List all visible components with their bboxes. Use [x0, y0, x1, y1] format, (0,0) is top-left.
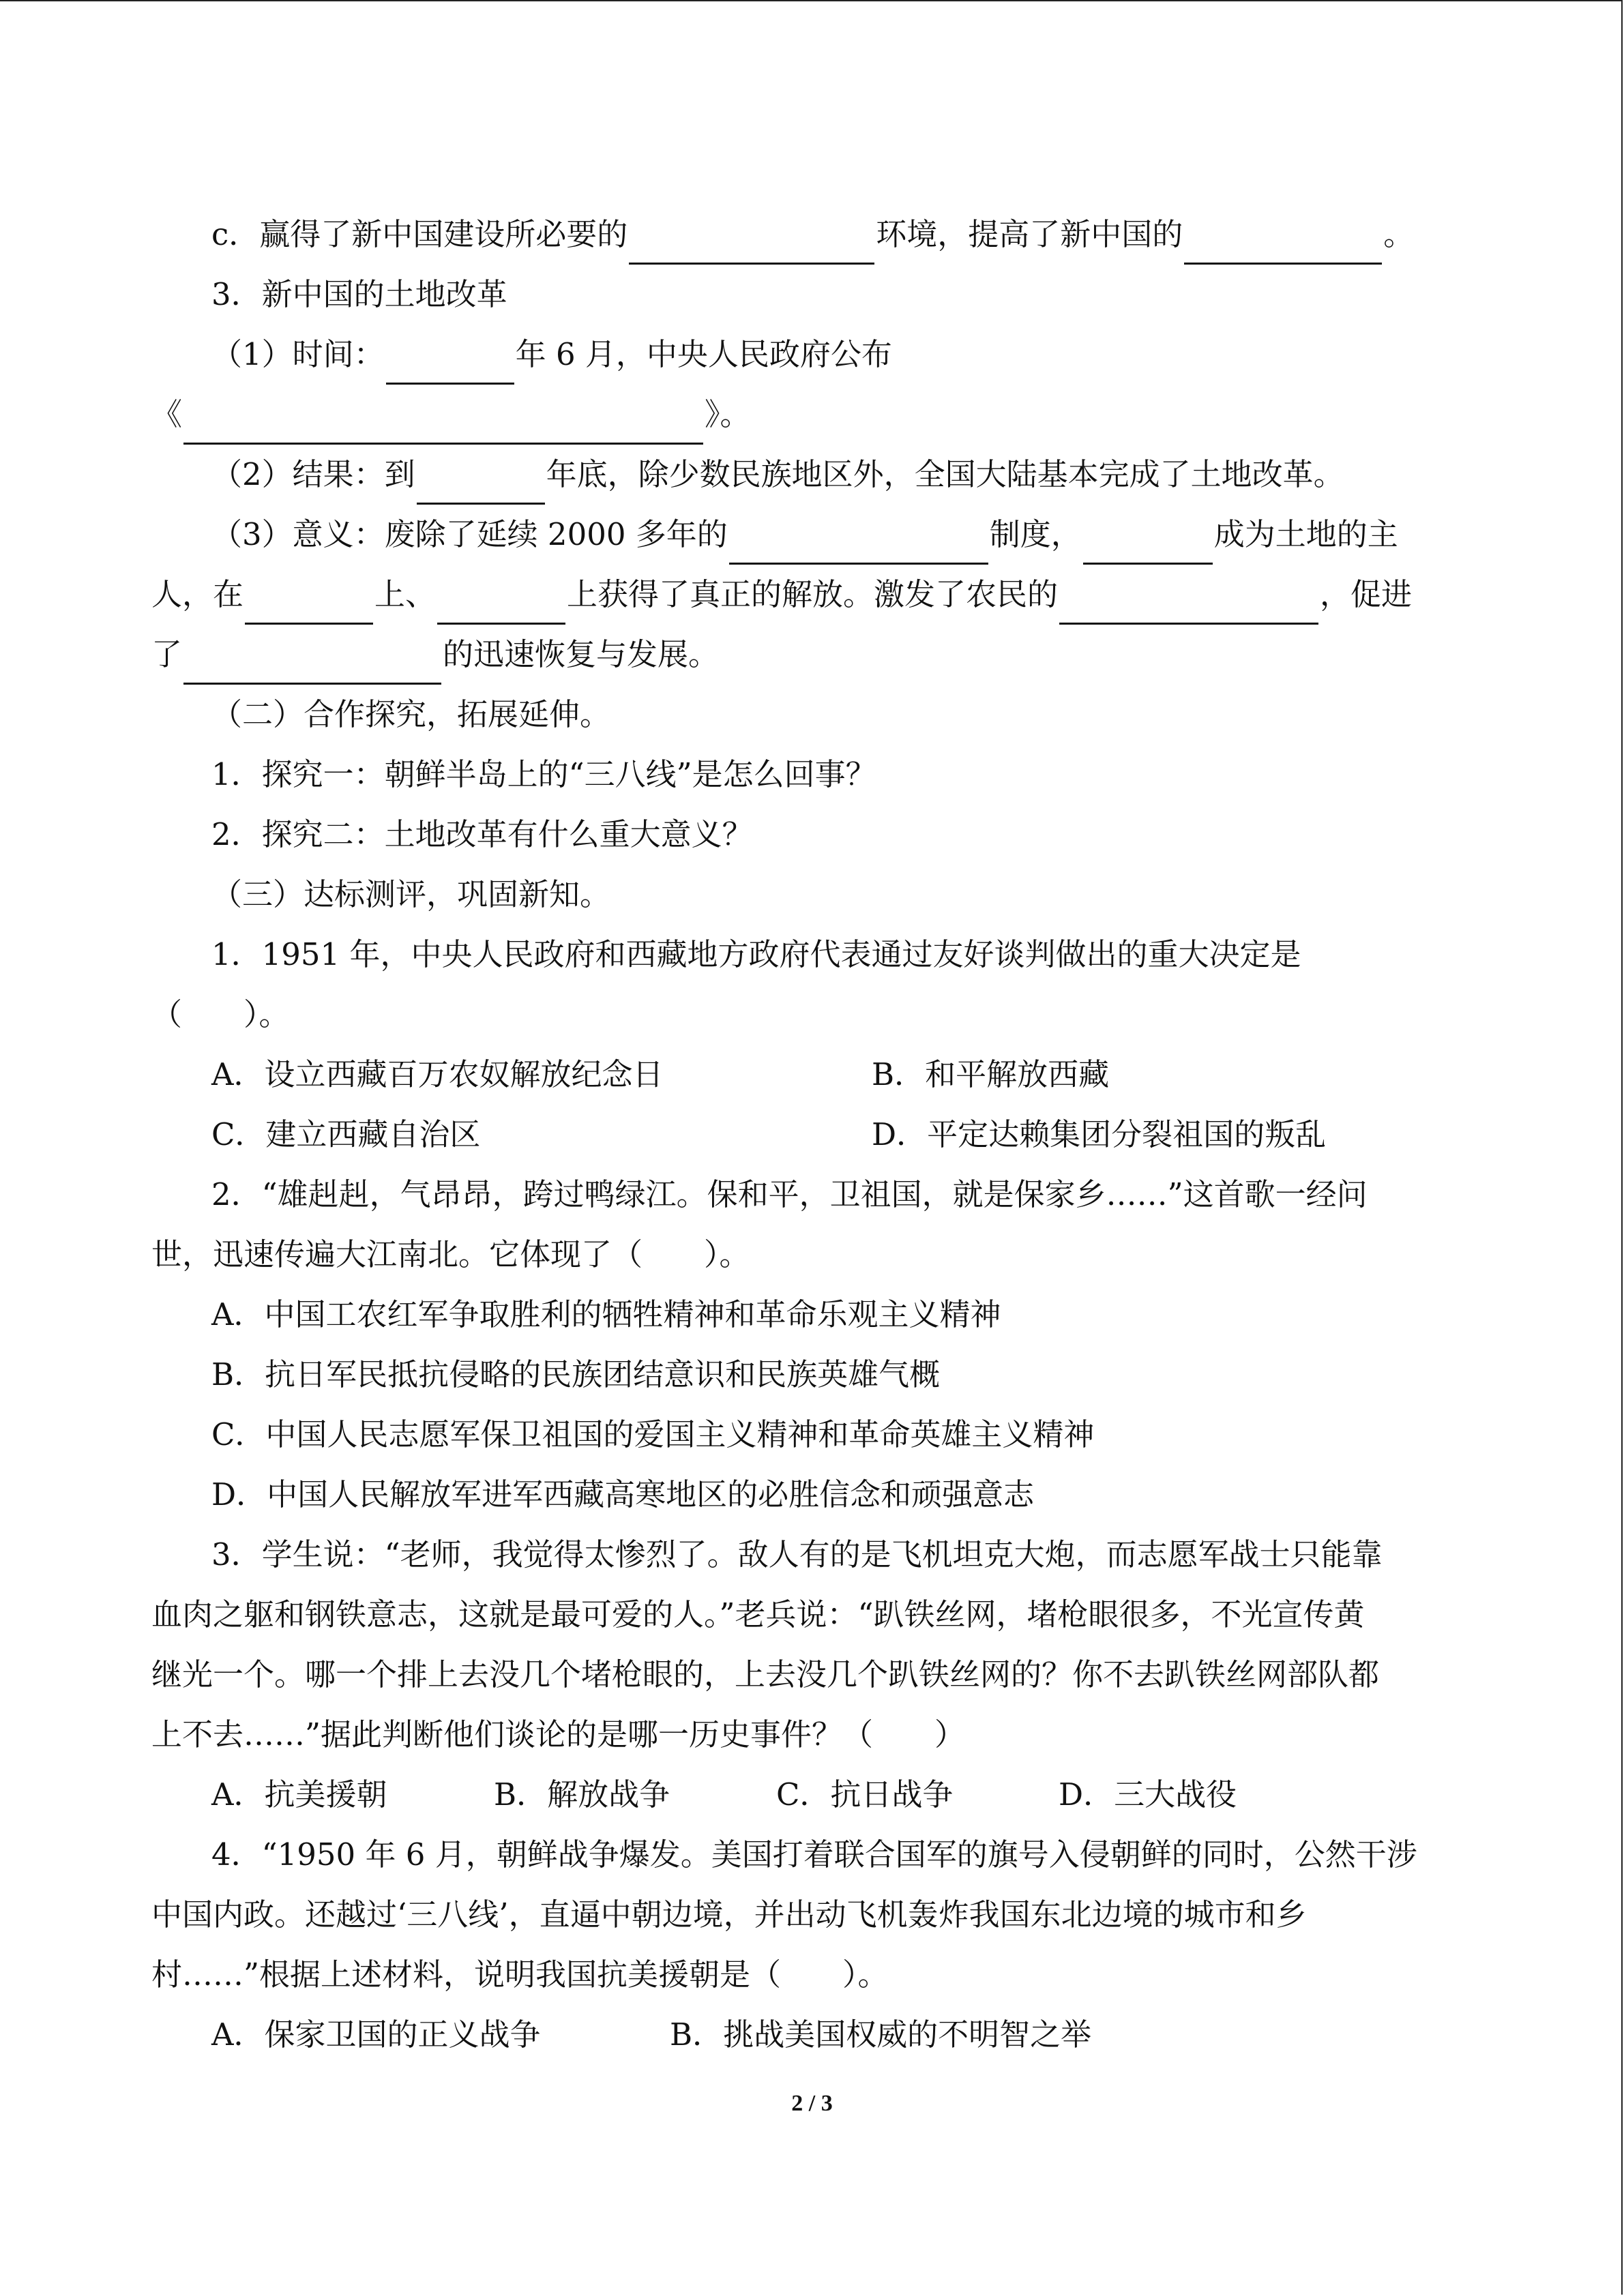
line-c	[151, 205, 1475, 265]
line-result	[151, 445, 1475, 505]
question-1-stem: 1．1951 年，中央人民政府和西藏地方政府代表通过友好谈判做出的重大决定是	[211, 936, 1301, 972]
fill-blank[interactable]	[1083, 527, 1213, 565]
text: 的迅速恢复与发展。	[443, 636, 720, 672]
fill-blank[interactable]	[417, 467, 545, 505]
question-4-options	[151, 2005, 1475, 2065]
fill-blank[interactable]	[183, 407, 703, 445]
fill-blank[interactable]	[183, 647, 441, 685]
option-b[interactable]: B．挑战美国权威的不明智之举	[670, 2016, 1092, 2053]
text: 。	[1383, 216, 1415, 252]
text: （1）时间：	[211, 336, 385, 372]
option-a[interactable]: A．保家卫国的正义战争	[211, 2016, 541, 2053]
text: 了	[151, 636, 183, 672]
question-2-stem-cont: 世，迅速传遍大江南北。它体现了（ ）。	[151, 1236, 750, 1272]
fill-blank[interactable]	[729, 527, 988, 565]
fill-blank[interactable]	[1184, 227, 1382, 265]
text: 环境，提高了新中国的	[876, 216, 1183, 252]
fill-blank[interactable]	[437, 587, 565, 625]
option-a[interactable]: A．抗美援朝	[211, 1776, 387, 1813]
text: （3）意义：废除了延续 2000 多年的	[211, 516, 728, 552]
question-1-options-row-1	[151, 1045, 1475, 1105]
section-heading-test: （三）达标测评，巩固新知。	[211, 876, 611, 912]
line-significance	[151, 505, 1475, 565]
fill-blank[interactable]	[1059, 587, 1318, 625]
option-c[interactable]: C．抗日战争	[776, 1776, 954, 1813]
page-number: 2 / 3	[791, 2091, 833, 2116]
option-d[interactable]: D．平定达赖集团分裂祖国的叛乱	[872, 1116, 1327, 1152]
fill-blank[interactable]	[386, 347, 514, 385]
option-a[interactable]: A．设立西藏百万农奴解放纪念日	[211, 1056, 664, 1092]
line-time	[151, 325, 1475, 385]
question-3-options	[151, 1765, 1475, 1825]
text: 上获得了真正的解放。激发了农民的	[567, 576, 1059, 612]
option-d[interactable]: D．三大战役	[1059, 1776, 1237, 1813]
section-heading-explore: （二）合作探究，拓展延伸。	[211, 696, 611, 732]
explore-question-1: 1．探究一：朝鲜半岛上的“三八线”是怎么回事？	[211, 756, 876, 792]
question-3-stem: 3．学生说：“老师，我觉得太惨烈了。敌人有的是飞机坦克大炮，而志愿军战士只能靠	[211, 1536, 1383, 1572]
question-3-stem-cont: 继光一个。哪一个排上去没几个堵枪眼的，上去没几个趴铁丝网的？你不去趴铁丝网部队都	[151, 1656, 1380, 1693]
text: 人，在	[151, 576, 244, 612]
explore-question-2: 2．探究二：土地改革有什么重大意义？	[211, 816, 753, 852]
text: 年 6 月，中央人民政府公布	[515, 336, 892, 372]
option-c[interactable]: C．建立西藏自治区	[211, 1116, 481, 1152]
text: ，促进	[1320, 576, 1413, 612]
text: 》。	[705, 396, 751, 432]
question-3-stem-cont: 上不去……”据此判断他们谈论的是哪一历史事件？（ ）	[151, 1716, 966, 1753]
line-significance-end	[151, 625, 1475, 685]
option-c[interactable]: C．中国人民志愿军保卫祖国的爱国主义精神和革命英雄主义精神	[211, 1416, 1095, 1452]
text: 制度，	[989, 516, 1082, 552]
text: 年底，除少数民族地区外，全国大陆基本完成了土地改革。	[546, 456, 1344, 492]
option-b[interactable]: B．抗日军民抵抗侵略的民族团结意识和民族英雄气概	[211, 1356, 941, 1392]
fill-blank[interactable]	[245, 587, 373, 625]
section-heading-land-reform: 3．新中国的土地改革	[211, 276, 507, 312]
question-4-stem-cont: 村……”根据上述材料，说明我国抗美援朝是（ ）。	[151, 1956, 889, 1993]
document-body	[151, 205, 1475, 2065]
line-significance-cont	[151, 565, 1475, 625]
fill-blank[interactable]	[629, 227, 874, 265]
option-b[interactable]: B．解放战争	[494, 1776, 670, 1813]
question-1-options-row-2	[151, 1105, 1475, 1165]
option-a[interactable]: A．中国工农红军争取胜利的牺牲精神和革命乐观主义精神	[211, 1296, 1001, 1332]
question-4-stem-cont: 中国内政。还越过‘三八线’，直逼中朝边境，并出动飞机轰炸我国东北边境的城市和乡	[151, 1896, 1307, 1933]
question-2-stem: 2．“雄赳赳，气昂昂，跨过鸭绿江。保和平，卫祖国，就是保家乡……”这首歌一经问	[211, 1176, 1368, 1212]
text: 成为土地的主	[1213, 516, 1398, 552]
question-3-stem-cont: 血肉之躯和钢铁意志，这就是最可爱的人。”老兵说：“趴铁丝网，堵枪眼很多，不光宣传黄	[151, 1596, 1365, 1632]
question-4-stem: 4．“1950 年 6 月，朝鲜战争爆发。美国打着联合国军的旗号入侵朝鲜的同时，公然干涉	[211, 1836, 1417, 1873]
text: 上、	[374, 576, 437, 612]
question-1-paren: （ ）。	[151, 996, 290, 1032]
text: 《	[151, 396, 183, 432]
option-b[interactable]: B．和平解放西藏	[872, 1056, 1110, 1092]
text: （2）结果：到	[211, 456, 415, 492]
option-d[interactable]: D．中国人民解放军进军西藏高寒地区的必胜信念和顽强意志	[211, 1476, 1035, 1512]
line-law-title	[151, 385, 1475, 445]
text: c．赢得了新中国建设所必要的	[211, 216, 628, 252]
